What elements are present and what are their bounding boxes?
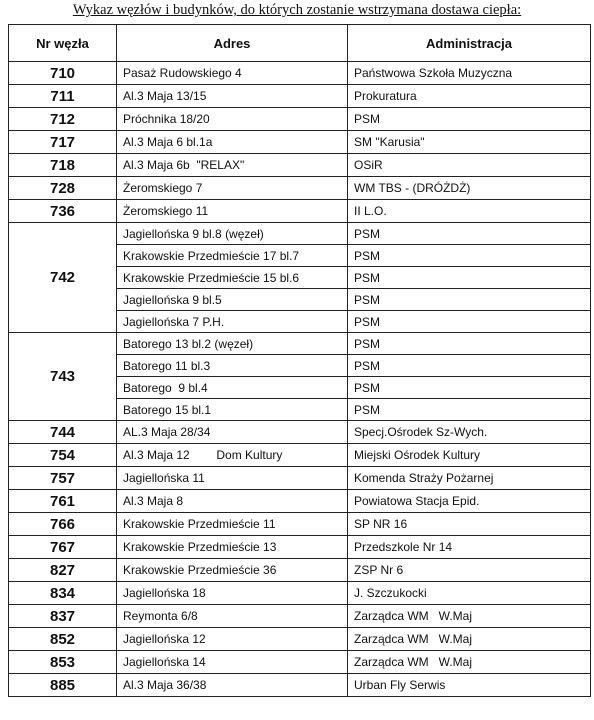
administration-cell: Przedszkole Nr 14 <box>348 536 591 559</box>
administration-cell: WM TBS - (DRÓŻDŻ) <box>348 177 591 200</box>
column-header-administracja: Administracja <box>348 25 591 62</box>
address-cell: Próchnika 18/20 <box>117 108 348 131</box>
address-cell: Jagiellońska 11 <box>117 467 348 490</box>
node-number-cell: 885 <box>9 674 117 697</box>
node-number-cell: 728 <box>9 177 117 200</box>
administration-cell: Miejski Ośrodek Kultury <box>348 444 591 467</box>
administration-cell: Zarządca WM W.Maj <box>348 605 591 628</box>
address-cell: Al.3 Maja 13/15 <box>117 85 348 108</box>
node-number-cell: 853 <box>9 651 117 674</box>
table-row <box>9 131 591 154</box>
administration-cell: Państwowa Szkoła Muzyczna <box>348 62 591 85</box>
table-row <box>9 85 591 108</box>
address-cell: Al.3 Maja 8 <box>117 490 348 513</box>
administration-cell: PSM <box>348 311 591 333</box>
address-cell: Jagiellońska 14 <box>117 651 348 674</box>
address-cell: Krakowskie Przedmieście 15 bl.6 <box>117 267 348 289</box>
node-number-cell: 742 <box>9 223 117 333</box>
node-number-cell: 743 <box>9 333 117 421</box>
administration-cell: PSM <box>348 377 591 399</box>
address-cell: Jagiellońska 12 <box>117 628 348 651</box>
administration-cell: Prokuratura <box>348 85 591 108</box>
administration-cell: SM "Karusia" <box>348 131 591 154</box>
table-body <box>9 62 591 697</box>
address-cell: Al.3 Maja 6b "RELAX" <box>117 154 348 177</box>
table-row <box>9 536 591 559</box>
table-row <box>9 444 591 467</box>
address-cell: Al.3 Maja 12 Dom Kultury <box>117 444 348 467</box>
node-number-cell: 712 <box>9 108 117 131</box>
node-number-cell: 837 <box>9 605 117 628</box>
node-number-cell: 852 <box>9 628 117 651</box>
node-number-cell: 834 <box>9 582 117 605</box>
address-cell: Batorego 9 bl.4 <box>117 377 348 399</box>
address-cell: Batorego 13 bl.2 (węzeł) <box>117 333 348 355</box>
address-cell: Jagiellońska 9 bl.8 (węzeł) <box>117 223 348 245</box>
administration-cell: PSM <box>348 245 591 267</box>
address-cell: Reymonta 6/8 <box>117 605 348 628</box>
column-header-adres: Adres <box>117 25 348 62</box>
address-cell: Jagiellońska 7 P.H. <box>117 311 348 333</box>
node-number-cell: 827 <box>9 559 117 582</box>
document-title <box>0 0 594 22</box>
node-number-cell: 717 <box>9 131 117 154</box>
node-number-cell: 711 <box>9 85 117 108</box>
node-number-cell: 718 <box>9 154 117 177</box>
address-cell: Al.3 Maja 36/38 <box>117 674 348 697</box>
node-number-cell: 761 <box>9 490 117 513</box>
node-number-cell: 710 <box>9 62 117 85</box>
administration-cell: PSM <box>348 267 591 289</box>
administration-cell: PSM <box>348 399 591 421</box>
address-cell: Żeromskiego 11 <box>117 200 348 223</box>
address-cell: Krakowskie Przedmieście 13 <box>117 536 348 559</box>
address-cell: Krakowskie Przedmieście 36 <box>117 559 348 582</box>
node-number-cell: 744 <box>9 421 117 444</box>
administration-cell: J. Szczukocki <box>348 582 591 605</box>
administration-cell: Urban Fly Serwis <box>348 674 591 697</box>
node-number-cell: 754 <box>9 444 117 467</box>
administration-cell: Komenda Straży Pożarnej <box>348 467 591 490</box>
administration-cell: PSM <box>348 355 591 377</box>
address-cell: Żeromskiego 7 <box>117 177 348 200</box>
table-row <box>9 651 591 674</box>
administration-cell: Zarządca WM W.Maj <box>348 651 591 674</box>
address-cell: Jagiellońska 18 <box>117 582 348 605</box>
table-row <box>9 605 591 628</box>
administration-cell: PSM <box>348 108 591 131</box>
administration-cell: Specj.Ośrodek Sz-Wych. <box>348 421 591 444</box>
administration-cell: OSiR <box>348 154 591 177</box>
address-cell: Krakowskie Przedmieście 17 bl.7 <box>117 245 348 267</box>
address-cell: Jagiellońska 9 bl.5 <box>117 289 348 311</box>
administration-cell: Zarządca WM W.Maj <box>348 628 591 651</box>
document-title-text: Wykaz węzłów i budynków, do których zostanie wstrzymana dostawa ciepła: <box>72 2 522 18</box>
nodes-table <box>8 24 591 697</box>
address-cell: AL.3 Maja 28/34 <box>117 421 348 444</box>
address-cell: Batorego 15 bl.1 <box>117 399 348 421</box>
table-row <box>9 177 591 200</box>
table-row <box>9 421 591 444</box>
table-row <box>9 154 591 177</box>
column-header-nr: Nr węzła <box>9 25 117 62</box>
administration-cell: PSM <box>348 289 591 311</box>
address-cell: Al.3 Maja 6 bl.1a <box>117 131 348 154</box>
administration-cell: PSM <box>348 333 591 355</box>
administration-cell: SP NR 16 <box>348 513 591 536</box>
address-cell: Batorego 11 bl.3 <box>117 355 348 377</box>
table-row <box>9 513 591 536</box>
table-row <box>9 223 591 245</box>
table-row <box>9 108 591 131</box>
address-cell: Krakowskie Przedmieście 11 <box>117 513 348 536</box>
administration-cell: ZSP Nr 6 <box>348 559 591 582</box>
administration-cell: Powiatowa Stacja Epid. <box>348 490 591 513</box>
table-row <box>9 559 591 582</box>
node-number-cell: 757 <box>9 467 117 490</box>
node-number-cell: 767 <box>9 536 117 559</box>
table-header-row <box>9 25 591 62</box>
table-row <box>9 490 591 513</box>
table-row <box>9 582 591 605</box>
administration-cell: II L.O. <box>348 200 591 223</box>
table-row <box>9 628 591 651</box>
administration-cell: PSM <box>348 223 591 245</box>
table-row <box>9 333 591 355</box>
table-row <box>9 674 591 697</box>
table-row <box>9 467 591 490</box>
node-number-cell: 736 <box>9 200 117 223</box>
address-cell: Pasaż Rudowskiego 4 <box>117 62 348 85</box>
table-row <box>9 200 591 223</box>
node-number-cell: 766 <box>9 513 117 536</box>
table-row <box>9 62 591 85</box>
